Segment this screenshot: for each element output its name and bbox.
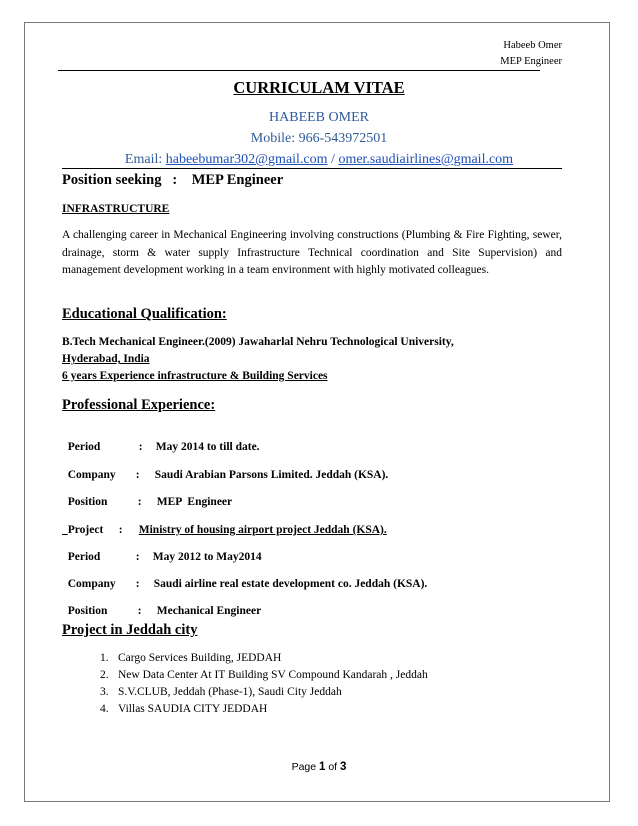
position-seeking: Position seeking : MEP Engineer xyxy=(62,172,284,188)
exp-row-period-1: Period : May 2014 to till date. xyxy=(67,441,260,453)
contact-mobile: Mobile: 966-543972501 xyxy=(250,131,388,146)
infrastructure-heading: INFRASTRUCTURE xyxy=(62,203,170,215)
contact-divider xyxy=(62,168,562,169)
page-number: 1 xyxy=(319,761,326,773)
objective-paragraph: A challenging career in Mechanical Engineering involving constructions (Plumbing & Fire Fighting, sewer, drainage, storm & water supply Infrastructure Technical coordination and Site Supervision) and management development working in a team environment with highly motivated colleagues. xyxy=(62,229,562,276)
email-link-secondary[interactable]: omer.saudiairlines@gmail.com xyxy=(338,152,514,167)
email-separator: / xyxy=(327,152,339,167)
running-header xyxy=(500,38,562,70)
list-item: 4. Villas SAUDIA CITY JEDDAH xyxy=(100,703,268,715)
exp-row-company-2: Company : Saudi airline real estate development co. Jeddah (KSA). xyxy=(67,578,428,590)
document-title: CURRICULAM VITAE xyxy=(233,78,405,97)
experience-heading: Professional Experience: xyxy=(62,397,216,413)
education-heading: Educational Qualification: xyxy=(62,306,227,322)
exp-row-period-2: Period : May 2012 to May2014 xyxy=(67,551,262,563)
exp-row-position-1: Position : MEP Engineer xyxy=(67,496,233,508)
email-prefix: Email: xyxy=(124,152,166,167)
education-location: Hyderabad, India xyxy=(62,353,150,365)
projects-heading: Project in Jeddah city xyxy=(62,622,198,638)
header-name: Habeeb Omer xyxy=(503,40,562,51)
exp-row-position-2: Position : Mechanical Engineer xyxy=(67,605,262,617)
exp-row-project-1: Project : Ministry of housing airport project Jeddah (KSA). xyxy=(67,524,387,536)
education-experience: 6 years Experience infrastructure & Building Services xyxy=(62,370,328,382)
list-item: 2. New Data Center At IT Building SV Compound Kandarah , Jeddah xyxy=(100,669,428,681)
contact-email xyxy=(0,152,638,168)
header-divider xyxy=(58,70,540,71)
list-item: 3. S.V.CLUB, Jeddah (Phase-1), Saudi City Jeddah xyxy=(100,686,342,698)
contact-name: HABEEB OMER xyxy=(269,110,369,125)
header-role: MEP Engineer xyxy=(500,56,562,67)
exp-row-company-1: Company : Saudi Arabian Parsons Limited. Jeddah (KSA). xyxy=(67,469,389,481)
education-degree: B.Tech Mechanical Engineer.(2009) Jawaharlal Nehru Technological University, xyxy=(62,336,454,348)
page-footer: Page 1 of 3 xyxy=(291,761,347,773)
projects-list xyxy=(100,650,428,718)
page-total: 3 xyxy=(340,761,347,773)
email-link-primary[interactable]: habeebumar302@gmail.com xyxy=(165,152,328,167)
list-item: 1. Cargo Services Building, JEDDAH xyxy=(100,652,282,664)
